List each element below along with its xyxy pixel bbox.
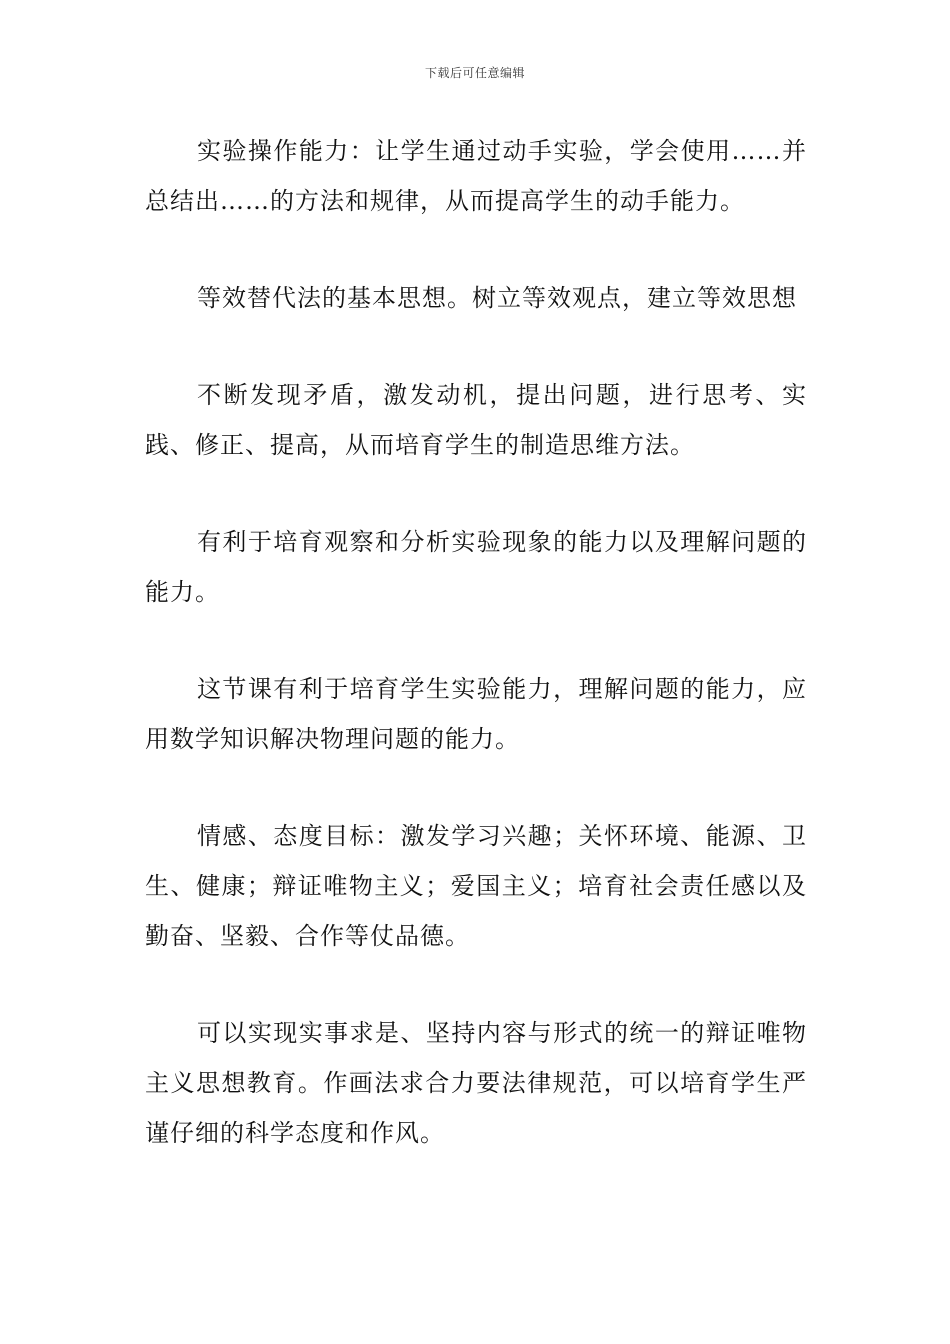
paragraph-experiment-skills: 实验操作能力：让学生通过动手实验，学会使用……并总结出……的方法和规律，从而提高学生的动手能力。 xyxy=(145,137,807,215)
paragraph-observation-analysis: 有利于培育观察和分析实验现象的能力以及理解问题的能力。 xyxy=(145,528,807,606)
document-body xyxy=(145,126,807,1205)
page-header: 下载后可任意编辑 xyxy=(424,66,525,80)
paragraph-dialectical-materialism: 可以实现实事求是、坚持内容与形式的统一的辩证唯物主义思想教育。作画法求合力要法律规范，可以培育学生严谨仔细的科学态度和作风。 xyxy=(145,1019,807,1147)
paragraph-emotional-goals: 情感、态度目标：激发学习兴趣；关怀环境、能源、卫生、健康；辩证唯物主义；爱国主义；培育社会责任感以及勤奋、坚毅、合作等仗品德。 xyxy=(145,822,807,950)
paragraph-creative-thinking: 不断发现矛盾，激发动机，提出问题，进行思考、实践、修正、提高，从而培育学生的制造思维方法。 xyxy=(145,381,807,459)
paragraph-equivalent-substitution: 等效替代法的基本思想。树立等效观点，建立等效思想 xyxy=(197,284,797,312)
paragraph-lesson-abilities: 这节课有利于培育学生实验能力，理解问题的能力，应用数学知识解决物理问题的能力。 xyxy=(145,675,807,753)
